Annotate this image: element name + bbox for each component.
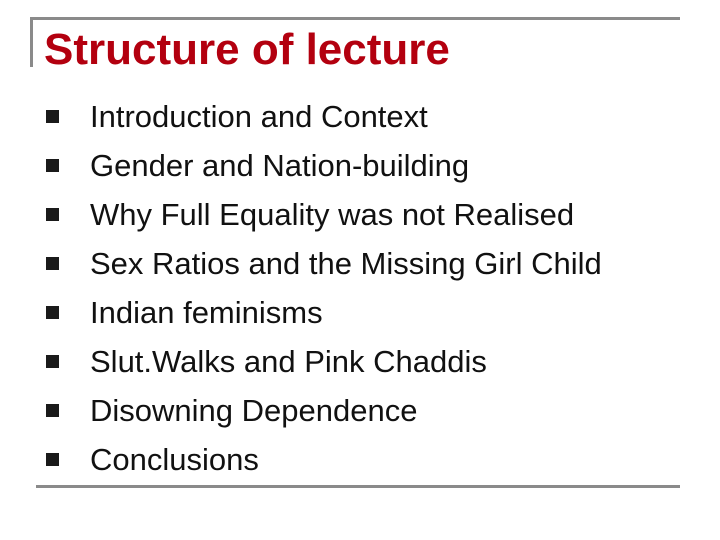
list-item-text: Introduction and Context: [90, 98, 428, 134]
list-item: [46, 435, 602, 484]
square-bullet-icon: [46, 159, 59, 172]
list-item-text: Indian feminisms: [90, 294, 323, 330]
square-bullet-icon: [46, 306, 59, 319]
square-bullet-icon: [46, 404, 59, 417]
list-item: [46, 239, 602, 288]
list-item-text: Conclusions: [90, 441, 259, 477]
frame-left-rule: [30, 17, 33, 67]
list-item-text: Why Full Equality was not Realised: [90, 196, 575, 232]
list-item-text: Disowning Dependence: [90, 392, 418, 428]
list-item-text: Slut.Walks and Pink Chaddis: [90, 343, 487, 379]
list-item: [46, 92, 602, 141]
list-item-text: Sex Ratios and the Missing Girl Child: [90, 245, 602, 281]
bullet-list: [46, 92, 602, 484]
frame-bottom-rule: [36, 485, 680, 488]
square-bullet-icon: [46, 110, 59, 123]
list-item: [46, 386, 602, 435]
list-item: [46, 141, 602, 190]
slide-title: Structure of lecture: [44, 25, 450, 74]
list-item-text: Gender and Nation-building: [90, 147, 470, 183]
list-item: [46, 337, 602, 386]
square-bullet-icon: [46, 208, 59, 221]
list-item: [46, 190, 602, 239]
square-bullet-icon: [46, 453, 59, 466]
square-bullet-icon: [46, 257, 59, 270]
square-bullet-icon: [46, 355, 59, 368]
list-item: [46, 288, 602, 337]
